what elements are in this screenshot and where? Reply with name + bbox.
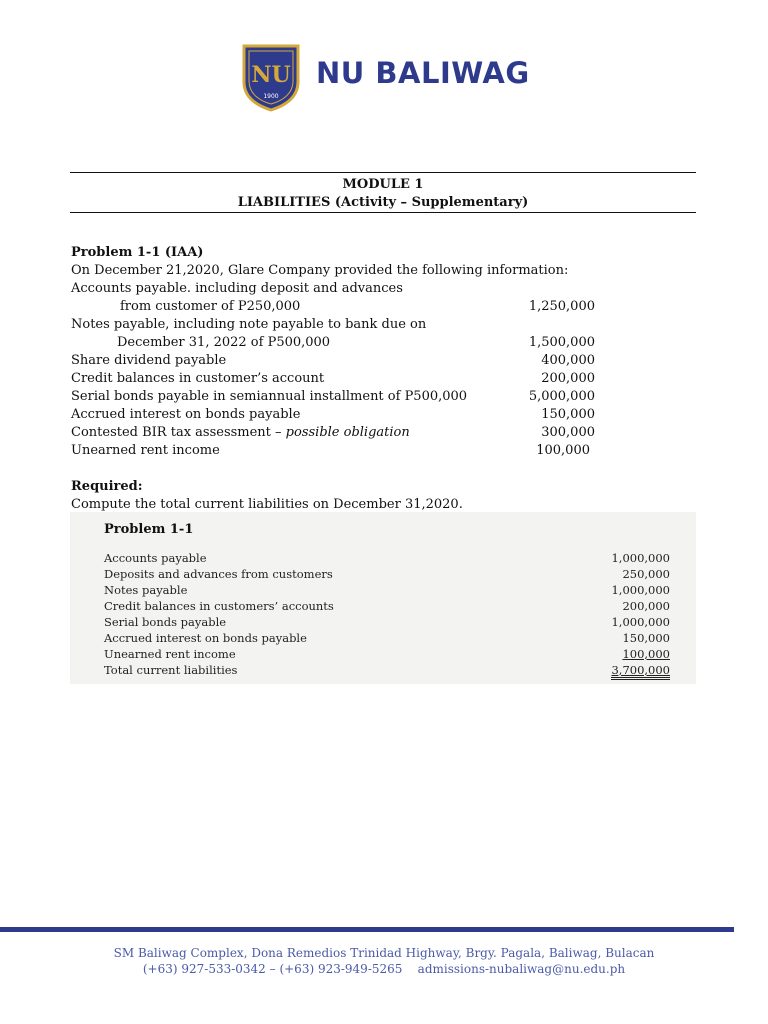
problem-intro: On December 21,2020, Glare Company provided the following information: [71, 263, 569, 278]
solution-row-value: 1,000,000 [611, 615, 670, 629]
problem-line: Unearned rent income [71, 443, 220, 458]
seal-letters: NU [251, 62, 291, 88]
solution-title: Problem 1-1 [104, 522, 194, 537]
solution-total-label: Total current liabilities [104, 663, 238, 677]
solution-row-value: 150,000 [622, 631, 670, 645]
problem-amount: 300,000 [541, 425, 595, 440]
problem-amount: 100,000 [536, 443, 590, 458]
problem-heading: Problem 1-1 (IAA) [71, 245, 204, 260]
seal-year: 1900 [263, 93, 279, 100]
module-title: MODULE 1 [342, 177, 424, 192]
required-text: Compute the total current liabilities on December 31,2020. [71, 497, 463, 512]
solution-row-value: 1,000,000 [611, 551, 670, 565]
problem-line: December 31, 2022 of P500,000 [117, 335, 331, 350]
solution-total-amount: 3,700,000 [611, 663, 670, 680]
problem-amount: 5,000,000 [528, 389, 595, 404]
solution-row-label: Accrued interest on bonds payable [104, 631, 307, 645]
solution-row-label: Notes payable [104, 583, 188, 597]
problem-line: Accounts payable. including deposit and advances [71, 281, 403, 296]
problem-line: from customer of P250,000 [120, 299, 301, 314]
solution-row-value: 200,000 [622, 599, 670, 613]
required-label: Required: [71, 479, 143, 494]
module-subtitle: LIABILITIES (Activity – Supplementary) [237, 195, 529, 210]
problem-line: Share dividend payable [71, 353, 227, 368]
problem-line: Credit balances in customer’s account [71, 371, 325, 386]
title-bottom-rule [70, 212, 696, 213]
solution-row-value: 1,000,000 [611, 583, 670, 597]
solution-row-label: Unearned rent income [104, 647, 236, 661]
problem-amount: 1,500,000 [528, 335, 595, 350]
problem-amount: 150,000 [541, 407, 595, 422]
solution-row-value: 100,000 [622, 647, 670, 661]
problem-amount: 200,000 [541, 371, 595, 386]
brand-name: NU BALIWAG [316, 56, 530, 90]
problem-amount: 1,250,000 [528, 299, 595, 314]
problem-amount: 400,000 [541, 353, 595, 368]
problem-line-italic: possible obligation [285, 425, 410, 440]
problem-line: Notes payable, including note payable to bank due on [71, 317, 427, 332]
footer-contact: (+63) 927-533-0342 – (+63) 923-949-5265 admissions-nubaliwag@nu.edu.ph [142, 962, 626, 976]
solution-row-label: Credit balances in customers’ accounts [104, 599, 334, 613]
solution-row-value: 250,000 [622, 567, 670, 581]
solution-row-label: Serial bonds payable [104, 615, 227, 629]
footer-bar [0, 927, 734, 932]
problem-line: Accrued interest on bonds payable [71, 407, 301, 422]
problem-line: Serial bonds payable in semiannual installment of P500,000 [71, 389, 468, 404]
solution-total-value [570, 663, 670, 677]
footer-address: SM Baliwag Complex, Dona Remedios Trinidad Highway, Brgy. Pagala, Baliwag, Bulacan [113, 946, 655, 960]
problem-line [71, 425, 410, 440]
problem-line-text: Contested BIR tax assessment – [71, 425, 286, 440]
nu-seal-logo [238, 42, 304, 112]
solution-row-label: Accounts payable [104, 551, 207, 565]
title-top-rule [70, 172, 696, 173]
solution-row-label: Deposits and advances from customers [104, 567, 333, 581]
